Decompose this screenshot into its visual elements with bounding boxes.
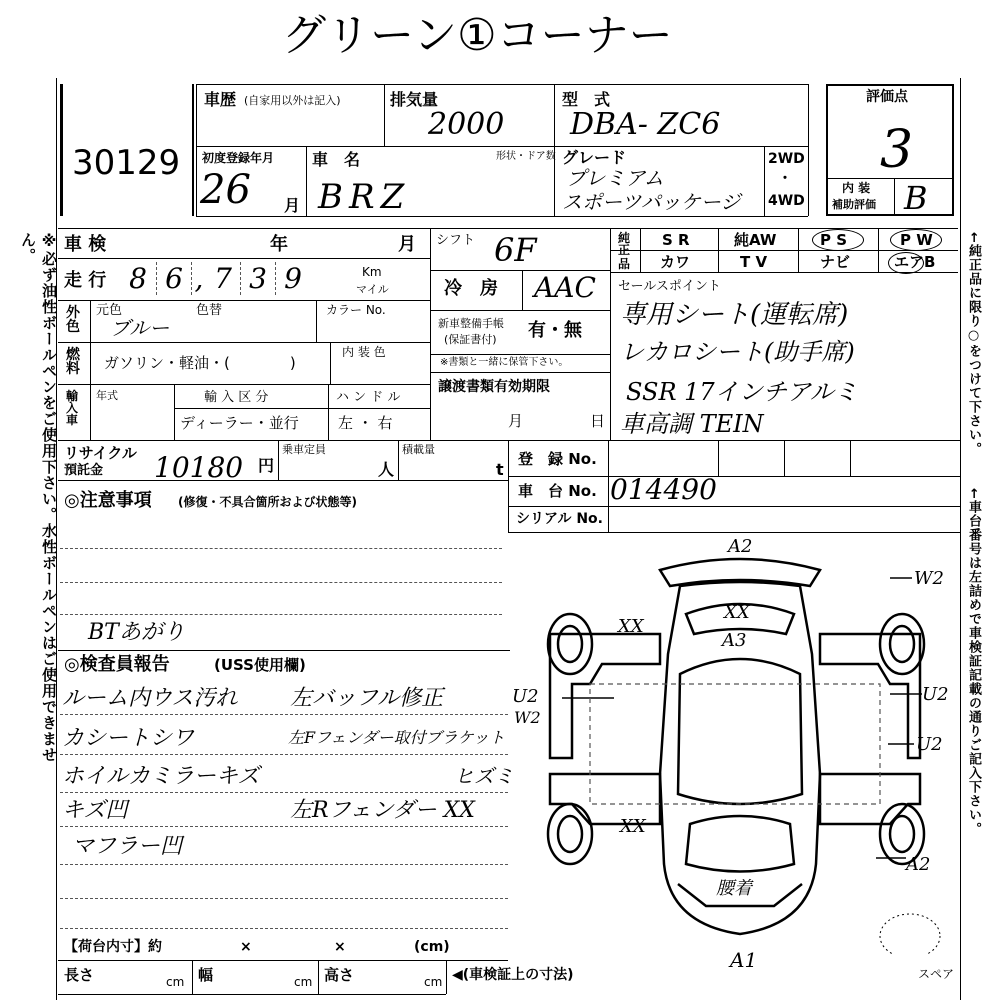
color-no-label: カラー No.	[326, 303, 386, 317]
shift-label: シフト	[436, 233, 476, 248]
mark-front-left-xx: XX	[620, 816, 646, 837]
lot-number: 30129	[72, 143, 181, 183]
drive-4wd: 4WD	[768, 193, 805, 209]
import-label: 輸入車	[66, 389, 79, 427]
load-label: 積載量	[402, 443, 435, 456]
km-label: Km	[362, 265, 382, 279]
inspector-right-4: 左Rフェンダー XX	[290, 798, 475, 823]
right-side-note-top: ←純正品に限り○をつけて下さい。	[966, 232, 981, 456]
ac-label: 冷 房	[444, 278, 498, 299]
mark-front-text: 腰着	[716, 878, 752, 899]
score-value: 3	[880, 120, 914, 180]
sales-point-1: 専用シート(運転席)	[620, 300, 849, 330]
mark-trunk-xx: XX	[724, 602, 750, 623]
outer-color-label: 外色	[66, 305, 80, 335]
sales-points-label: セールスポイント	[618, 279, 721, 294]
shape-label: 形状・ドア数	[496, 151, 556, 162]
notes-line: BTあがり	[88, 620, 185, 645]
equip-pw: P W	[900, 231, 933, 249]
displacement-value: 2000	[428, 107, 505, 142]
equip-sr: S R	[662, 231, 690, 249]
cargo-x1: ×	[240, 939, 252, 955]
capacity-label: 乗車定員	[282, 443, 326, 456]
mark-rear-w2: W2	[914, 568, 944, 589]
recycle-label-2: 預託金	[64, 463, 104, 478]
shift-value: 6F	[494, 231, 537, 269]
color-value: ブルー	[110, 316, 170, 340]
mark-front-a1: A1	[730, 948, 758, 972]
grade-label: グレード	[562, 148, 627, 167]
left-side-note: ※必ず油性ボールペンをご使用下さい。水性ボールペンはご使用できません。	[19, 232, 58, 763]
inspector-left-3: ホイルカミラーキズ	[62, 764, 260, 789]
person-unit: 人	[378, 460, 395, 479]
transfer-day: 日	[590, 412, 606, 430]
history-label: 車歴	[204, 90, 237, 109]
equip-navi: ナビ	[820, 253, 851, 271]
ac-value: AAC	[534, 271, 596, 304]
grade-line1: プレミアム	[566, 166, 664, 190]
shaken-month: 月	[398, 234, 416, 255]
shaken-label: 車 検	[64, 234, 107, 255]
inspector-right-2: 左Fフェンダー取付ブラケット	[288, 728, 505, 747]
manual-label-1: 新車整備手帳	[438, 317, 504, 330]
inspector-left-5: マフラー凹	[72, 834, 183, 859]
manual-value: 有・無	[528, 320, 582, 341]
spare-label: スペア	[918, 967, 955, 981]
inspector-right-1: 左バッフル修正	[290, 686, 444, 711]
drive-2wd: 2WD	[768, 151, 805, 167]
car-name-value: BRZ	[318, 177, 411, 217]
interior-color-label: 内 装 色	[342, 345, 386, 359]
first-reg-label: 初度登録年月	[202, 151, 275, 165]
fuel-label: 燃料	[66, 347, 80, 377]
grade-line2: スポーツパッケージ	[562, 190, 741, 214]
equip-leather: カワ	[660, 253, 691, 271]
mileage-digit: 7	[206, 262, 241, 295]
mark-trunk-a3: A3	[722, 630, 747, 651]
fuel-options: ガソリン・軽油・( )	[104, 354, 296, 372]
equip-airbag: エアB	[894, 253, 936, 271]
notes-heading: ◎注意事項	[64, 490, 152, 511]
sales-point-2: レカロシート(助手席)	[620, 338, 855, 366]
interior-value: B	[904, 179, 928, 217]
page-title: グリーン①コーナー	[282, 10, 673, 61]
length-label: 長さ	[64, 966, 95, 984]
mile-label: マイル	[356, 283, 389, 296]
inspector-heading: ◎検査員報告	[64, 654, 170, 675]
notes-heading-sub: (修復・不具合箇所および状態等)	[178, 495, 357, 509]
height-label: 高さ	[324, 966, 355, 984]
shaken-year: 年	[270, 234, 288, 255]
mileage-digit: 8	[120, 262, 157, 295]
equip-aw: 純AW	[734, 231, 777, 249]
serial-no-label: シリアル No.	[516, 511, 603, 527]
equip-tv: T V	[740, 253, 768, 271]
equipment-label-bottom: 品	[618, 257, 631, 271]
cargo-x2: ×	[334, 939, 346, 955]
sales-point-3: SSR 17インチアルミ	[626, 378, 858, 406]
interior-label-2: 補助評価	[832, 198, 876, 211]
length-unit: cm	[166, 975, 185, 989]
score-label: 評価点	[866, 89, 908, 105]
manual-note: ※書類と一緒に保管下さい。	[440, 357, 569, 368]
history-note: (自家用以外は記入)	[244, 94, 341, 107]
sales-point-4: 車高調 TEIN	[620, 410, 764, 438]
mileage-label: 走 行	[64, 270, 107, 291]
mark-rear-a2: A2	[728, 536, 753, 557]
cargo-note: ◀(車検証上の寸法)	[452, 967, 574, 983]
height-unit: cm	[424, 975, 443, 989]
first-reg-month: 月	[284, 196, 301, 215]
mark-left-w2: W2	[514, 708, 541, 727]
inspector-left-4: キズ凹	[62, 798, 128, 823]
manual-label-2: (保証書付)	[444, 333, 497, 346]
mark-left-u2: U2	[512, 686, 539, 707]
model-label: 型 式	[562, 90, 611, 109]
mileage-digit: ,	[194, 262, 204, 295]
chassis-no-label: 車 台 No.	[518, 482, 597, 500]
transfer-month: 月	[508, 412, 524, 430]
ton-unit: t	[496, 460, 504, 479]
model-value: DBA- ZC6	[570, 107, 721, 142]
drive-dot: ・	[778, 171, 792, 187]
transfer-label: 譲渡書類有効期限	[438, 379, 550, 395]
equip-ps: P S	[820, 231, 848, 249]
mileage-digit: 6	[157, 262, 192, 295]
inspector-right-3: ヒズミ	[454, 764, 514, 788]
recycle-value: 10180	[154, 451, 244, 484]
chassis-no-value: 014490	[610, 473, 717, 506]
equipment-label-top: 純正	[618, 231, 631, 257]
model-year-label: 年式	[96, 389, 118, 402]
inspector-heading-sub: (USS使用欄)	[214, 656, 306, 674]
first-reg-year: 26	[200, 167, 251, 213]
mileage-digit: 3	[241, 262, 276, 295]
reg-no-label: 登 録 No.	[518, 450, 597, 468]
mark-rear-left-xx: XX	[618, 616, 644, 637]
airbag-circle	[888, 252, 924, 274]
ps-circle	[812, 229, 864, 251]
handle-value: 左 ・ 右	[338, 414, 393, 432]
right-side-note-bottom: ←車台番号は左詰めで車検証記載の通りご記入下さい。	[966, 488, 981, 836]
car-name-label: 車 名	[312, 150, 361, 169]
pw-circle	[890, 229, 942, 251]
color-change-label: 色替	[196, 303, 223, 318]
original-color-label: 元色	[96, 303, 123, 318]
mark-right-u2-1: U2	[922, 684, 949, 705]
import-type-label: 輸 入 区 分	[204, 390, 269, 405]
cargo-cm: (cm)	[414, 939, 450, 955]
displacement-label: 排気量	[390, 90, 439, 109]
mileage-digits	[120, 262, 310, 295]
inspector-left-2: カシートシワ	[62, 726, 195, 751]
inspector-left-1: ルーム内ウス汚れ	[62, 686, 238, 711]
recycle-yen: 円	[258, 456, 275, 475]
mark-right-u2-2: U2	[916, 734, 943, 755]
handle-label: ハ ン ド ル	[336, 390, 401, 405]
width-label: 幅	[198, 966, 214, 984]
width-unit: cm	[294, 975, 313, 989]
import-type-value: ディーラー・並行	[180, 414, 299, 432]
cargo-label: 【荷台内寸】約	[64, 939, 162, 955]
interior-label-1: 内 装	[842, 181, 871, 195]
mark-front-right-a2: A2	[906, 854, 931, 875]
recycle-label-1: リサイクル	[64, 444, 137, 462]
mileage-digit: 9	[284, 262, 302, 295]
